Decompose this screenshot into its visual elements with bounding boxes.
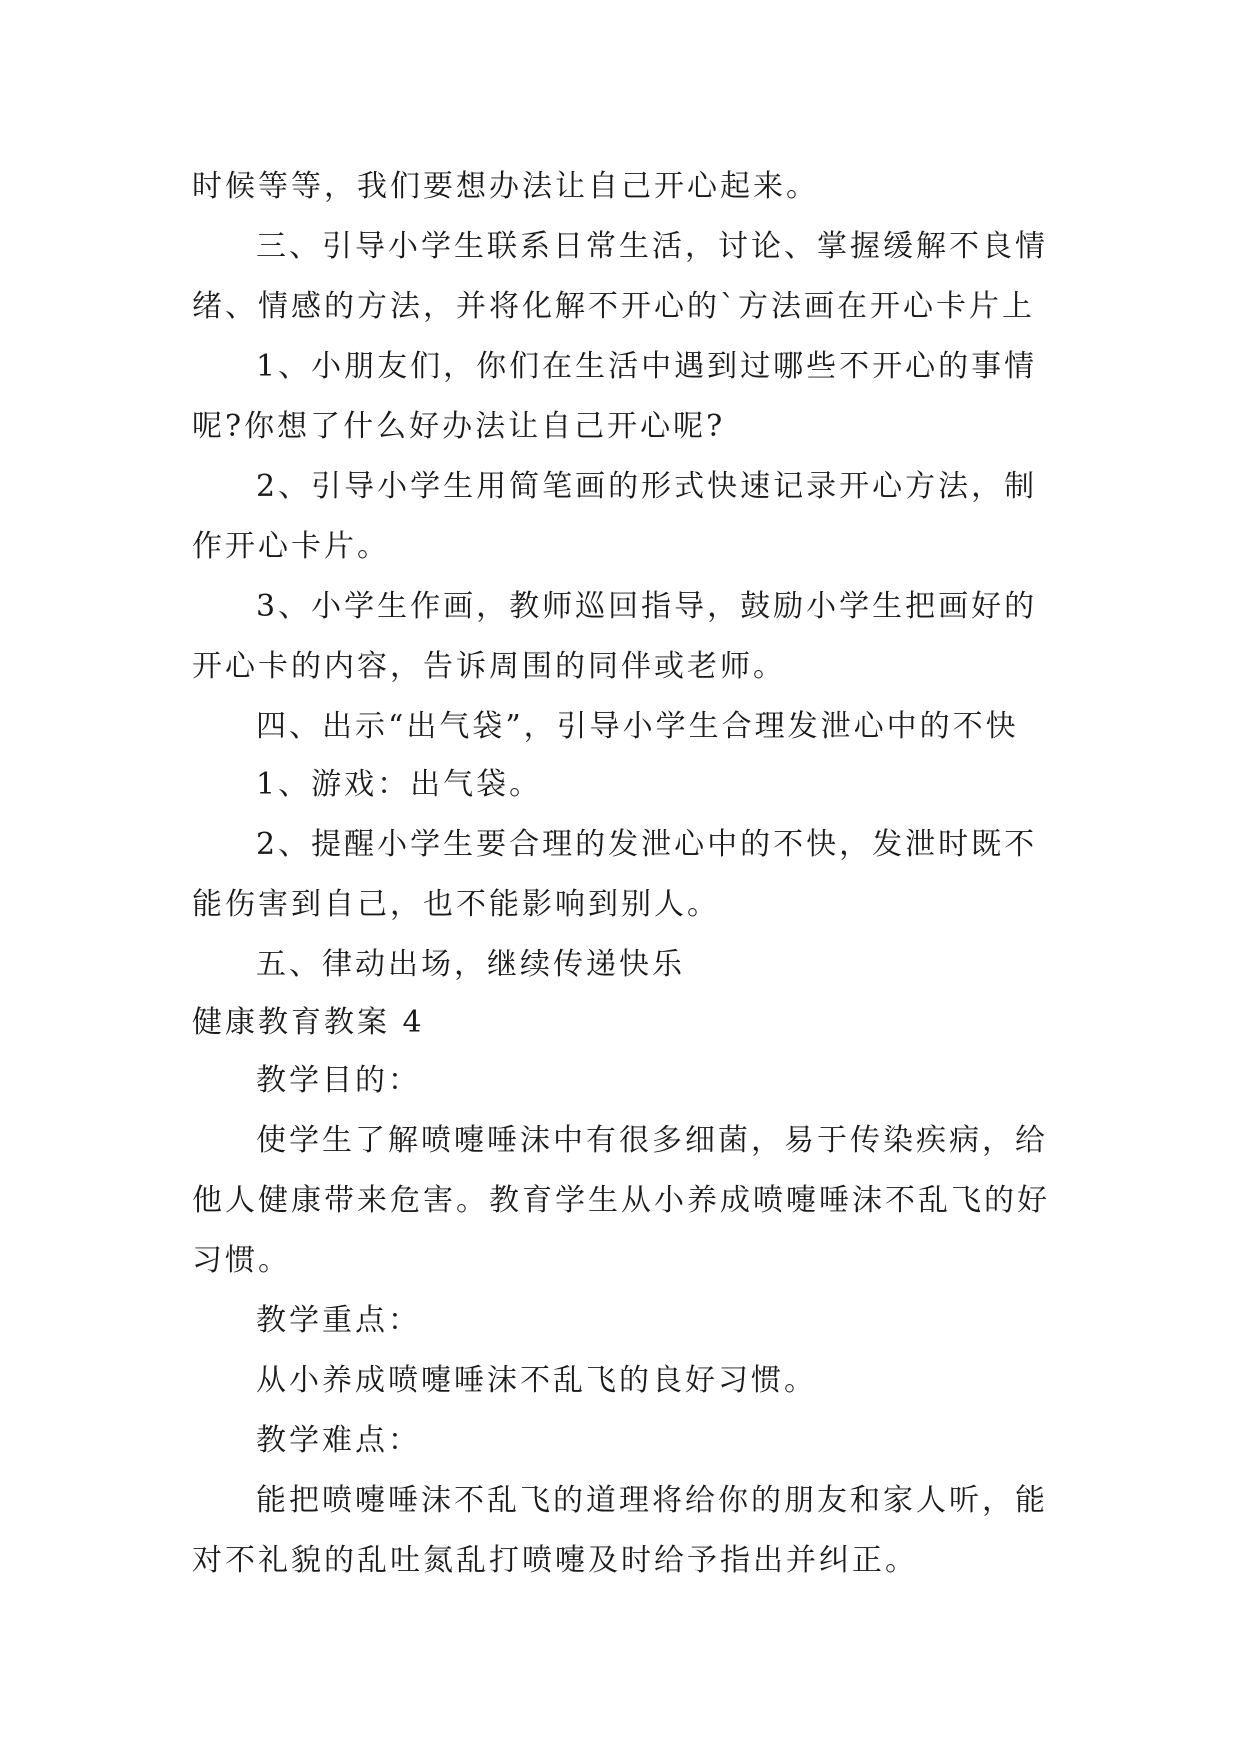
- paragraph-line: 2、引导小学生用简笔画的形式快速记录开心方法，制: [256, 469, 1038, 504]
- paragraph-line: 1、游戏：出气袋。: [256, 767, 543, 802]
- paragraph-line: 教学难点：: [256, 1423, 421, 1458]
- paragraph-line: 作开心卡片。: [192, 529, 390, 564]
- paragraph-line: 教学重点：: [256, 1303, 421, 1338]
- paragraph-line: 2、提醒小学生要合理的发泄心中的不快，发泄时既不: [256, 827, 1038, 862]
- paragraph-line: 能伤害到自己，也不能影响到别人。: [192, 887, 720, 922]
- paragraph-line: 他人健康带来危害。教育学生从小养成喷嚏唾沫不乱飞的好: [192, 1183, 1050, 1218]
- paragraph-line: 能把喷嚏唾沫不乱飞的道理将给你的朋友和家人听，能: [256, 1483, 1048, 1518]
- paragraph-line: 开心卡的内容，告诉周围的同伴或老师。: [192, 649, 786, 684]
- paragraph-line: 1、小朋友们，你们在生活中遇到过哪些不开心的事情: [256, 349, 1038, 384]
- paragraph-line: 四、出示“出气袋”，引导小学生合理发泄心中的不快: [256, 709, 1019, 744]
- paragraph-line: 3、小学生作画，教师巡回指导，鼓励小学生把画好的: [256, 589, 1038, 624]
- paragraph-line: 习惯。: [192, 1243, 291, 1278]
- paragraph-line: 时候等等，我们要想办法让自己开心起来。: [192, 169, 819, 204]
- paragraph-line: 绪、情感的方法，并将化解不开心的`方法画在开心卡片上: [192, 289, 1035, 324]
- paragraph-line: 五、律动出场，继续传递快乐: [256, 947, 685, 982]
- paragraph-line: 使学生了解喷嚏唾沫中有很多细菌，易于传染疾病，给: [256, 1123, 1048, 1158]
- paragraph-line: 呢?你想了什么好办法让自己开心呢?: [192, 409, 726, 444]
- section-heading: 健康教育教案 4: [192, 1005, 425, 1040]
- paragraph-line: 对不礼貌的乱吐氮乱打喷嚏及时给予指出并纠正。: [192, 1543, 918, 1578]
- paragraph-line: 教学目的：: [256, 1063, 421, 1098]
- paragraph-line: 三、引导小学生联系日常生活，讨论、掌握缓解不良情: [256, 229, 1048, 264]
- paragraph-line: 从小养成喷嚏唾沫不乱飞的良好习惯。: [256, 1363, 817, 1398]
